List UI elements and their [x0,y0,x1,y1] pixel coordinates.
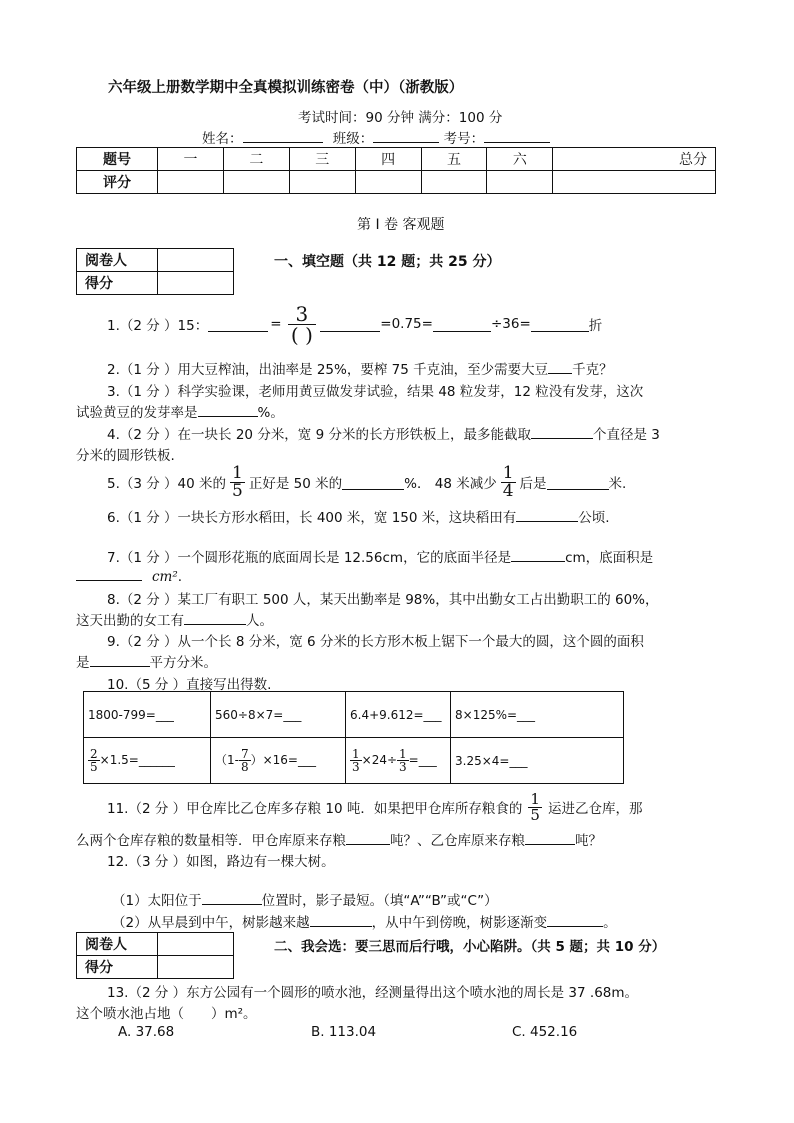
q4-text-2: 个直径是 3 [592,427,660,443]
q13-option-b[interactable]: B. 113.04 [311,1024,377,1040]
q13-option-a[interactable]: A. 37.68 [118,1024,175,1040]
calc-cell[interactable] [211,738,346,784]
q12-sub2-text-2: ，从中午到傍晚，树影逐渐变 [371,915,548,931]
question-5 [107,462,626,502]
question-12: 12.（3 分 ）如图，路边有一棵大树。 [107,854,335,870]
calc-cell[interactable] [346,738,451,784]
question-13-line-2: 这个喷水池占地（ ）m²。 [76,1006,257,1022]
q1-blank-1[interactable] [208,317,268,332]
question-4-line-2: 分米的圆形铁板. [76,448,175,464]
question-7-line-1 [107,546,653,566]
q5-fraction-1-numerator: 1 [232,462,243,483]
score-table-header-cell: 题号 [77,148,158,171]
q3-text: 试验黄豆的发芽率是 [76,405,198,421]
q5-fraction-2 [501,462,516,501]
q1-fraction-numerator: 3 [288,304,317,325]
score-input-cell[interactable] [158,272,234,295]
q11-fraction-denominator: 5 [530,805,540,824]
score-table-header-cell: 五 [421,148,487,171]
question-3-line-1: 3.（1 分 ）科学实验课，老师用黄豆做发芽试验，结果 48 粒发芽，12 粒没有发芽，这次 [107,384,644,400]
id-field[interactable] [484,128,550,143]
question-12-sub-1 [112,889,498,909]
q5-fraction-2-denominator: 4 [502,480,514,501]
question-3-line-2 [76,401,284,421]
class-field[interactable] [373,128,439,143]
q2-text: 2.（1 分 ）用大豆榨油，出油率是 25%，要榨 75 千克油，至少需要大豆 [107,362,549,378]
q7-text: 7.（1 分 ）一个圆形花瓶的底面周长是 12.56cm，它的底面半径是 [107,550,512,566]
student-fields [202,127,550,147]
q5-text-3: 后是 [519,476,547,492]
exam-info: 考试时间：90 分钟 满分：100 分 [298,110,503,126]
q5-suffix: 米. [608,476,627,492]
question-12-sub-2 [112,911,617,931]
q1-suffix: 折 [588,318,603,334]
calc-text: =___ [408,753,437,767]
score-table-header-row [77,148,716,171]
reviewer-cell[interactable] [158,933,234,956]
q1-blank-4[interactable] [531,317,589,332]
score-table-header-cell: 四 [355,148,421,171]
question-6 [107,506,610,526]
page-title: 六年级上册数学期中全真模拟训练密卷（中）（浙教版） [108,80,464,96]
q8-text: 这天出勤的女工有 [76,613,184,629]
q7-unit: cm² [152,569,178,585]
score-table-header-cell: 六 [487,148,553,171]
q4-text: 4.（2 分 ）在一块长 20 分米，宽 9 分米的长方形铁板上，最多能截取 [107,427,531,443]
q2-suffix: 千克？ [572,362,613,378]
calc-fraction [88,748,100,773]
calc-cell[interactable]: 8×125%=___ [451,692,624,738]
question-10: 10.（5 分 ）直接写出得数. [107,677,272,693]
score-label: 得分 [77,956,158,979]
class-label: 班级： [332,131,374,147]
question-13-line-1: 13.（2 分 ）东方公园有一个圆形的喷水池，经测量得出这个喷水池的周长是 37 .68m。 [107,985,639,1001]
q1-eq3: ÷36= [490,316,531,332]
q5-fraction-2-numerator: 1 [502,462,514,483]
q9-text: 是 [76,655,90,671]
q11-text-4: 吨？、乙仓库原来存粮 [390,833,525,849]
question-8-line-1: 8.（2 分 ）某工厂有职工 500 人，某天出勤率是 98%，其中出勤女工占出勤职工的 60%， [107,592,659,608]
question-11-line-1 [107,789,642,825]
calc-table [83,691,624,784]
question-11-line-2 [76,829,602,849]
q1-fraction-denominator: ( ) [290,322,313,347]
score-label: 得分 [77,272,158,295]
q11-text-5: 吨？ [575,833,602,849]
q12-blank-1[interactable] [202,890,262,905]
calc-fraction-denominator: 3 [399,760,407,774]
q1-blank-2[interactable] [320,317,380,332]
q1-prefix: 1.（2 分 ）15： [107,318,209,334]
grader-box [76,248,234,295]
q5-fraction-1 [230,462,245,501]
q11-text: 11.（2 分 ）甲仓库比乙仓库多存粮 10 吨．如果把甲仓库所存粮食的 [107,801,523,817]
calc-fraction-denominator: 3 [352,760,360,774]
reviewer-label: 阅卷人 [77,933,158,956]
calc-cell[interactable] [84,738,211,784]
score-table-header-cell: 三 [289,148,355,171]
q6-text: 6.（1 分 ）一块长方形水稻田，长 400 米，宽 150 米，这块稻田有 [107,510,517,526]
q1-eq: = [270,316,282,332]
q5-text-1: 正好是 50 米的 [248,476,343,492]
name-label: 姓名： [202,131,243,147]
calc-row [84,738,624,784]
calc-fraction-numerator: 2 [90,747,98,761]
q7-text-2: cm，底面积是 [565,550,654,566]
score-table-header-cell: 总分 [553,148,716,171]
q5-blank-1[interactable] [342,475,404,490]
score-table-header-cell: 二 [223,148,289,171]
id-label: 考号： [443,131,485,147]
q11-fraction-numerator: 1 [530,789,540,808]
q7-blank-2[interactable] [76,566,142,581]
q6-blank[interactable] [516,507,578,522]
calc-row [84,692,624,738]
q13-option-c[interactable]: C. 452.16 [512,1024,578,1040]
q8-blank[interactable] [184,610,246,625]
q6-suffix: 公顷. [578,510,610,526]
q11-blank-1[interactable] [346,830,390,845]
q3-blank[interactable] [198,402,258,417]
q11-fraction [528,789,542,824]
q5-fraction-1-denominator: 5 [232,480,243,501]
question-9-line-2 [76,651,217,671]
score-cell[interactable] [158,171,224,194]
score-table-header-cell: 一 [158,148,224,171]
score-row-label: 评分 [77,171,158,194]
reviewer-label: 阅卷人 [77,249,158,272]
q1-fraction [288,301,317,347]
volume-title: 第 I 卷 客观题 [357,217,445,233]
section-2-heading: 二、我会选：要三思而后行哦，小心陷阱。（共 5 题；共 10 分） [274,939,666,955]
calc-cell[interactable]: 560÷8×7=___ [211,692,346,738]
calc-fraction-denominator: 8 [240,760,249,774]
calc-cell[interactable]: 3.25×4=___ [451,738,624,784]
q5-blank-2[interactable] [547,475,609,490]
calc-text: （1- [215,753,239,767]
q7-blank-1[interactable] [511,547,565,562]
q11-text-2: 运进乙仓库，那 [547,801,643,817]
score-input-cell[interactable] [158,956,234,979]
q12-sub2-text: （2）从早晨到中午，树影越来越 [112,915,310,931]
calc-fraction [239,748,251,773]
calc-fraction-numerator: 1 [352,747,360,761]
q7-end: . [177,569,183,585]
q5-prefix: 5.（3 分 ）40 米的 [107,476,227,492]
score-cell[interactable] [421,171,487,194]
q12-sub1-text-2: 位置时，影子最短。（填“A”“B”或“C”） [261,893,498,909]
reviewer-cell[interactable] [158,249,234,272]
q8-suffix: 人。 [246,613,273,629]
q9-blank[interactable] [90,652,150,667]
q2-blank[interactable] [548,359,572,374]
q12-blank-2[interactable] [310,912,372,927]
calc-text: ×1.5=______ [99,753,175,767]
calc-fraction [350,748,362,773]
q1-eq2: =0.75= [380,316,433,332]
section-1-heading: 一、填空题（共 12 题；共 25 分） [274,254,501,270]
calc-text: ×24÷ [361,753,398,767]
score-table [76,147,716,194]
question-7-line-2 [76,566,182,585]
q4-blank[interactable] [531,424,593,439]
calc-fraction-numerator: 7 [240,747,249,761]
calc-fraction [397,748,409,773]
score-cell[interactable] [553,171,716,194]
q12-sub1-text: （1）太阳位于 [112,893,202,909]
q9-suffix: 平方分米。 [149,655,217,671]
score-cell[interactable] [487,171,553,194]
question-9-line-1: 9.（2 分 ）从一个长 8 分米，宽 6 分米的长方形木板上锯下一个最大的圆，这个圆的面积 [107,634,644,650]
q11-text-3: 么两个仓库存粮的数量相等．甲仓库原来存粮 [76,833,346,849]
score-table-score-row [77,171,716,194]
question-2 [107,358,613,378]
question-8-line-2 [76,609,273,629]
q12-blank-3[interactable] [547,912,603,927]
calc-cell[interactable]: 6.4+9.612=___ [346,692,451,738]
q1-blank-3[interactable] [433,317,491,332]
score-cell[interactable] [355,171,421,194]
name-field[interactable] [243,128,323,143]
calc-fraction-numerator: 1 [399,747,407,761]
calc-fraction-denominator: 5 [90,760,98,774]
q12-sub2-text-3: 。 [603,915,617,931]
score-cell[interactable] [223,171,289,194]
q3-suffix: %。 [257,405,284,421]
question-1 [107,299,602,349]
score-cell[interactable] [289,171,355,194]
calc-cell[interactable]: 1800-799=___ [84,692,211,738]
q5-text-2: %． 48 米减少 [404,476,497,492]
grader-box-2 [76,932,234,979]
q11-blank-2[interactable] [525,830,575,845]
calc-text: ）×16=___ [250,753,316,767]
question-4-line-1 [107,423,660,443]
